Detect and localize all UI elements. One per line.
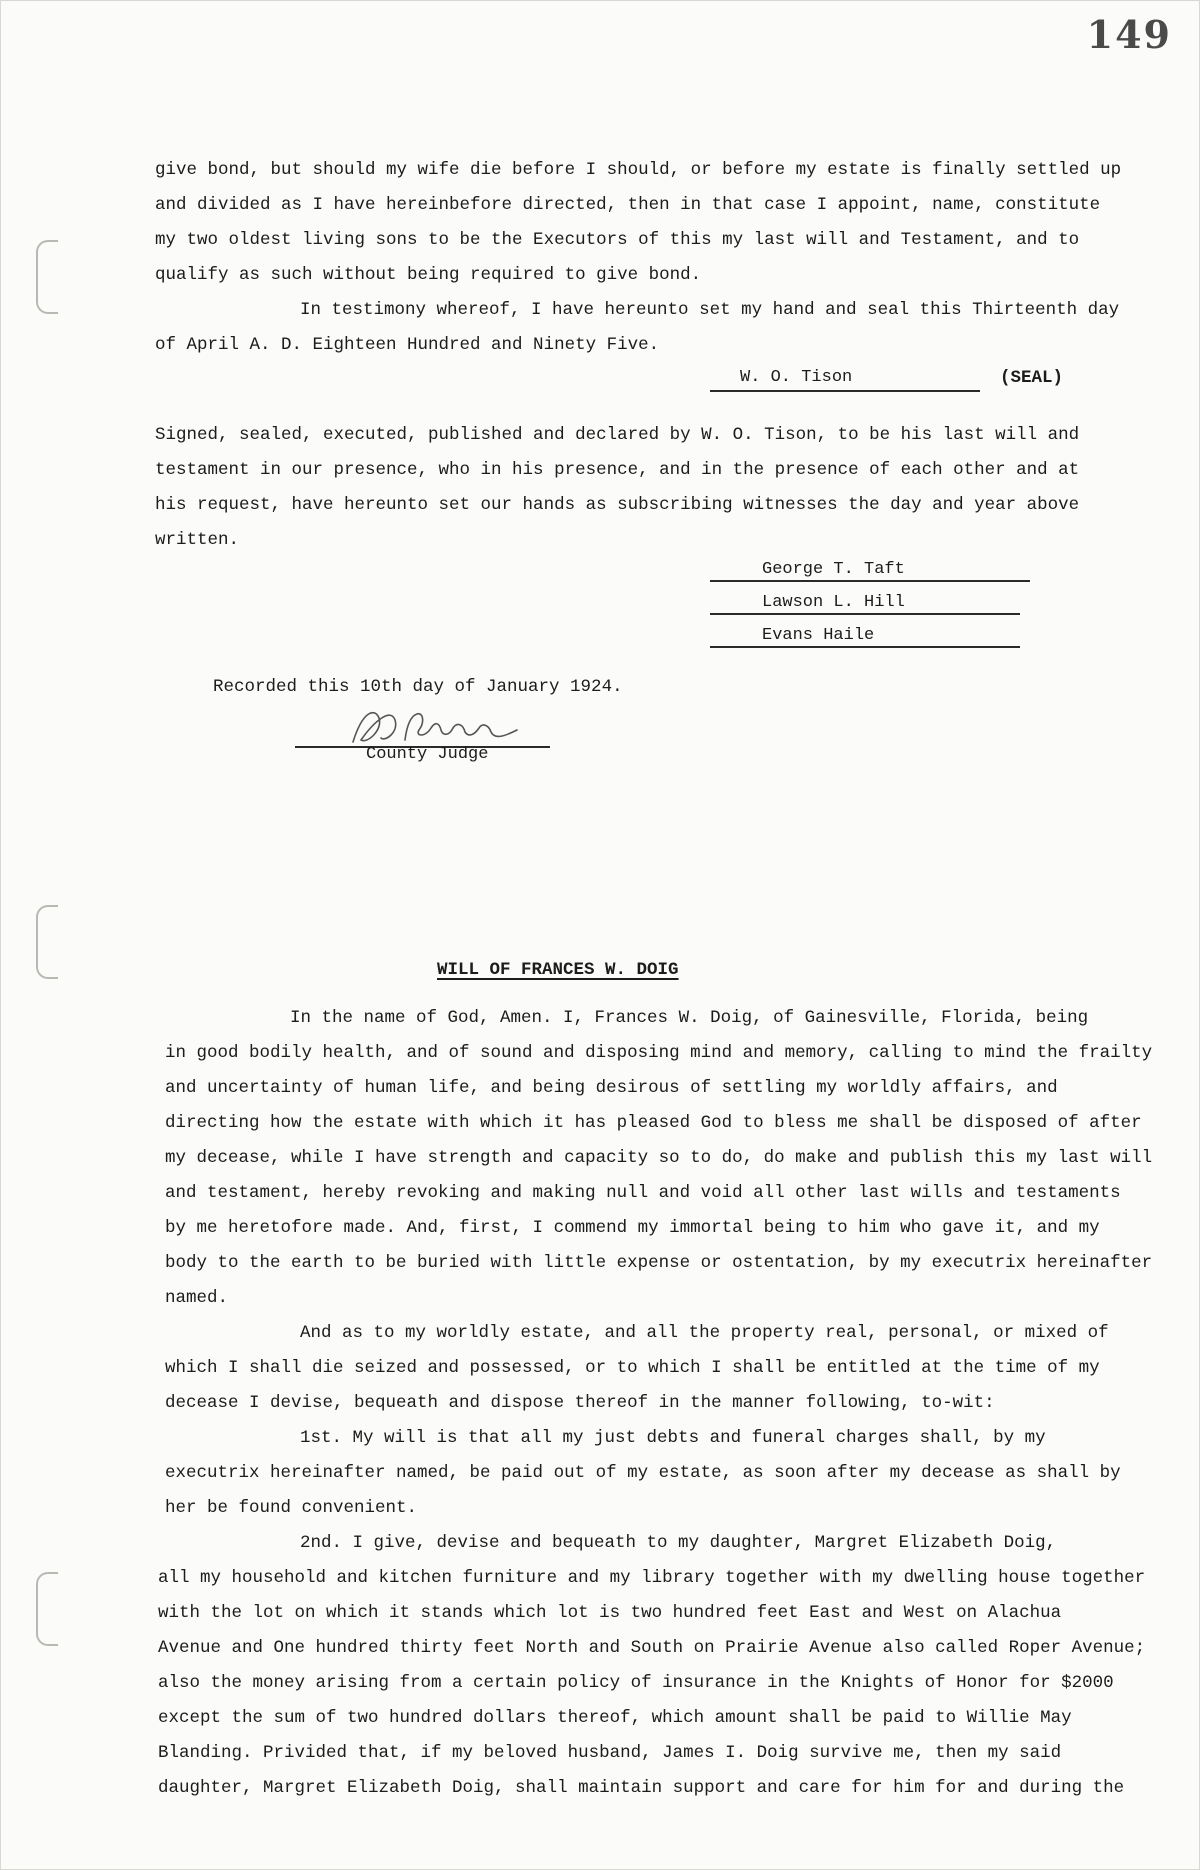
text-line: qualify as such without being required to give bond. xyxy=(155,265,702,285)
text-line: by me heretofore made. And, first, I commend my immortal being to him who gave it, and my xyxy=(165,1218,1100,1238)
text-line: Blanding. Privided that, if my beloved husband, James I. Doig survive me, then my said xyxy=(158,1743,1062,1763)
witness-line xyxy=(710,646,1020,648)
text-line: testament in our presence, who in his presence, and in the presence of each other and at xyxy=(155,460,1080,480)
text-line: daughter, Margret Elizabeth Doig, shall maintain support and care for him for and during the xyxy=(158,1778,1125,1798)
punch-hole xyxy=(36,1572,58,1646)
text-line: my two oldest living sons to be the Executors of this my last will and Testament, and to xyxy=(155,230,1080,250)
text-line: also the money arising from a certain policy of insurance in the Knights of Honor for $2000 xyxy=(158,1673,1114,1693)
witness-name: Evans Haile xyxy=(762,626,875,645)
text-line: And as to my worldly estate, and all the property real, personal, or mixed of xyxy=(300,1323,1109,1343)
text-line: decease I devise, bequeath and dispose thereof in the manner following, to-wit: xyxy=(165,1393,995,1413)
text-line: and testament, hereby revoking and making null and void all other last wills and testaments xyxy=(165,1183,1121,1203)
text-line: and uncertainty of human life, and being desirous of settling my worldly affairs, and xyxy=(165,1078,1058,1098)
witness-name: George T. Taft xyxy=(762,560,905,579)
punch-hole xyxy=(36,240,58,314)
text-line: and divided as I have hereinbefore directed, then in that case I appoint, name, constitute xyxy=(155,195,1101,215)
text-line: 1st. My will is that all my just debts and funeral charges shall, by my xyxy=(300,1428,1046,1448)
witness-name: Lawson L. Hill xyxy=(762,593,905,612)
text-line: In testimony whereof, I have hereunto set my hand and seal this Thirteenth day xyxy=(300,300,1120,320)
witness-line xyxy=(710,613,1020,615)
will-title: WILL OF FRANCES W. DOIG xyxy=(437,960,679,980)
text-line: In the name of God, Amen. I, Frances W. Doig, of Gainesville, Florida, being xyxy=(290,1008,1089,1028)
recorded-text: Recorded this 10th day of January 1924. xyxy=(213,677,623,697)
text-line: written. xyxy=(155,530,240,550)
page-number: 149 xyxy=(1086,12,1172,57)
text-line: with the lot on which it stands which lot is two hundred feet East and West on Alachua xyxy=(158,1603,1062,1623)
text-line: which I shall die seized and possessed, or to which I shall be entitled at the time of my xyxy=(165,1358,1100,1378)
judge-title: County Judge xyxy=(366,745,489,764)
signature-line xyxy=(710,390,980,392)
text-line: of April A. D. Eighteen Hundred and Ninety Five. xyxy=(155,335,660,355)
text-line: all my household and kitchen furniture and my library together with my dwelling house together xyxy=(158,1568,1146,1588)
text-line: 2nd. I give, devise and bequeath to my daughter, Margret Elizabeth Doig, xyxy=(300,1533,1057,1553)
text-line: Avenue and One hundred thirty feet North and South on Prairie Avenue also called Roper Avenue; xyxy=(158,1638,1146,1658)
text-line: in good bodily health, and of sound and disposing mind and memory, calling to mind the frailty xyxy=(165,1043,1153,1063)
text-line: my decease, while I have strength and capacity so to do, do make and publish this my last will xyxy=(165,1148,1153,1168)
text-line: directing how the estate with which it has pleased God to bless me shall be disposed of after xyxy=(165,1113,1142,1133)
text-line: body to the earth to be buried with little expense or ostentation, by my executrix hereinafter xyxy=(165,1253,1153,1273)
text-line: named. xyxy=(165,1288,229,1308)
text-line: give bond, but should my wife die before I should, or before my estate is finally settled up xyxy=(155,160,1122,180)
testator-signature: W. O. Tison xyxy=(740,368,853,387)
text-line: except the sum of two hundred dollars thereof, which amount shall be paid to Willie May xyxy=(158,1708,1072,1728)
text-line: his request, have hereunto set our hands as subscribing witnesses the day and year above xyxy=(155,495,1080,515)
seal-label: (SEAL) xyxy=(1000,368,1064,388)
text-line: executrix hereinafter named, be paid out of my estate, as soon after my decease as shall by xyxy=(165,1463,1121,1483)
text-line: Signed, sealed, executed, published and declared by W. O. Tison, to be his last will and xyxy=(155,425,1080,445)
text-line: her be found convenient. xyxy=(165,1498,418,1518)
witness-line xyxy=(710,580,1030,582)
punch-hole xyxy=(36,905,58,979)
